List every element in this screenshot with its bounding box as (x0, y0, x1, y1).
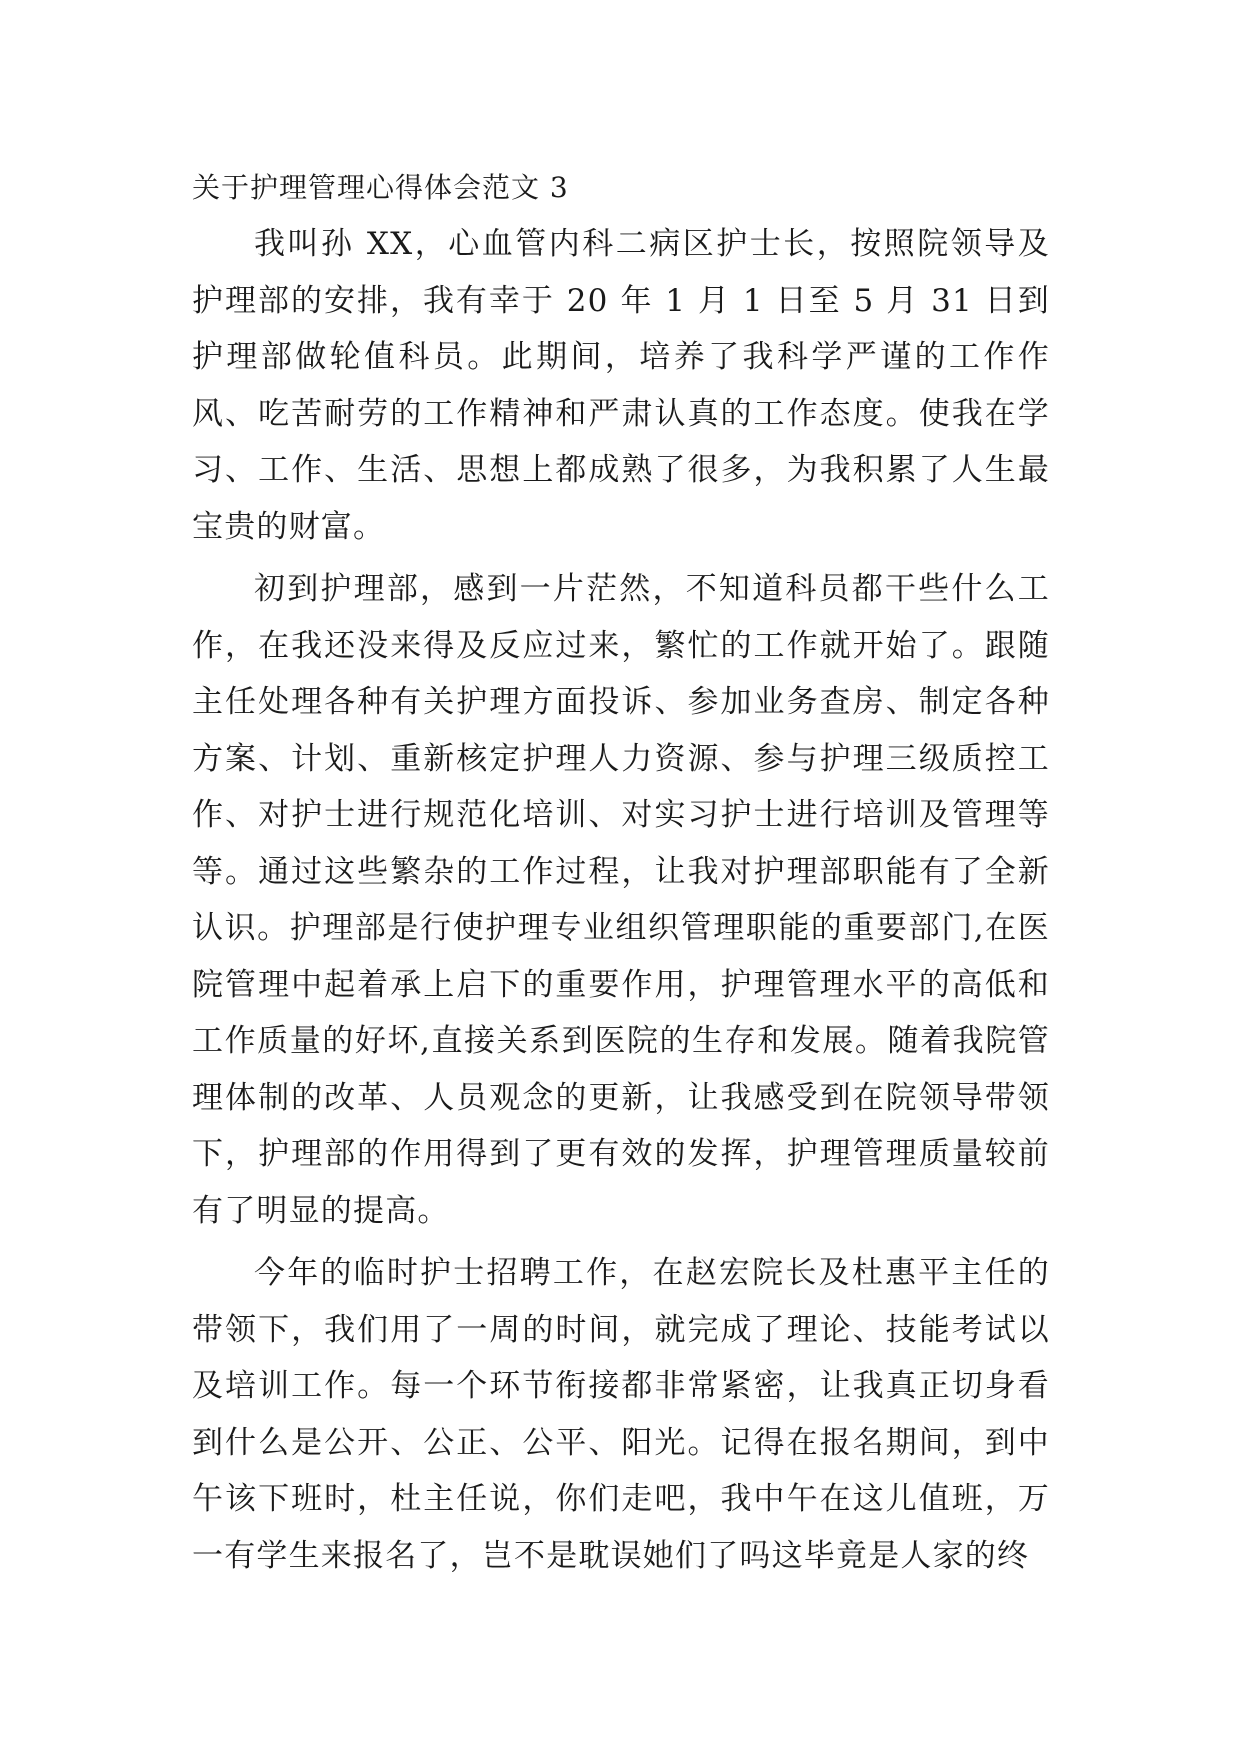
paragraph-3: 今年的临时护士招聘工作，在赵宏院长及杜惠平主任的带领下，我们用了一周的时间，就完成了理论、技能考试以及培训工作。每一个环节衔接都非常紧密，让我真正切身看到什么是公开、公正、公平、阳光。记得在报名期间，到中午该下班时，杜主任说，你们走吧，我中午在这儿值班，万一有学生来报名了，岂不是耽误她们了吗这毕竟是人家的终 (192, 1255, 1050, 1574)
document-title: 关于护理管理心得体会范文 3 (192, 171, 569, 204)
paragraph-2: 初到护理部，感到一片茫然，不知道科员都干些什么工作，在我还没来得及反应过来，繁忙的工作就开始了。跟随主任处理各种有关护理方面投诉、参加业务查房、制定各种方案、计划、重新核定护理人力资源、参与护理三级质控工作、对护士进行规范化培训、对实习护士进行培训及管理等等。通过这些繁杂的工作过程，让我对护理部职能有了全新认识。护理部是行使护理专业组织管理职能的重要部门,在医院管理中起着承上启下的重要作用，护理管理水平的高低和工作质量的好坏,直接关系到医院的生存和发展。随着我院管理体制的改革、人员观念的更新，让我感受到在院领导带领下，护理部的作用得到了更有效的发挥，护理管理质量较前有了明显的提高。 (192, 571, 1050, 1229)
document-page (192, 160, 1050, 1584)
paragraph-1: 我叫孙 XX，心血管内科二病区护士长，按照院领导及护理部的安排，我有幸于 20 年 1 月 1 日至 5 月 31 日到护理部做轮值科员。此期间，培养了我科学严谨的工作作风、吃苦耐劳的工作精神和严肃认真的工作态度。使我在学习、工作、生活、思想上都成熟了很多，为我积累了人生最宝贵的财富。 (192, 226, 1050, 545)
